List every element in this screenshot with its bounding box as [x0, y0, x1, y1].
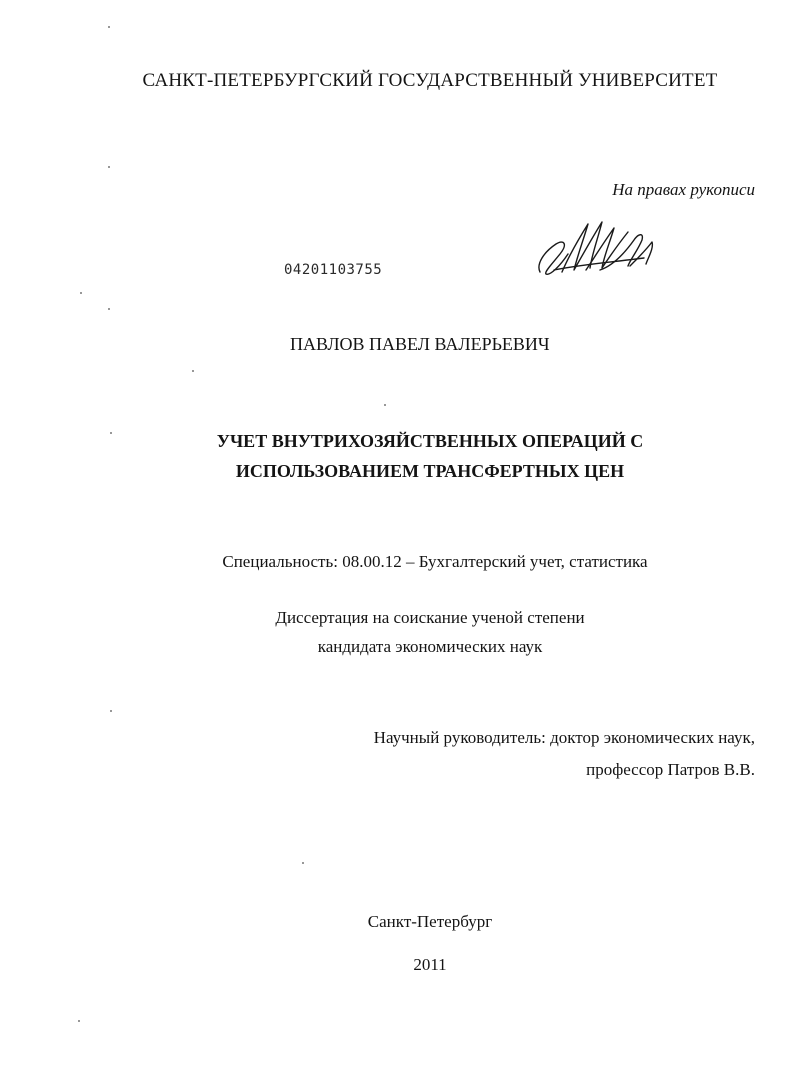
scan-speck [108, 166, 110, 168]
scan-speck [302, 862, 304, 864]
university-name: САНКТ-ПЕТЕРБУРГСКИЙ ГОСУДАРСТВЕННЫЙ УНИВЕРСИТЕТ [142, 70, 718, 91]
scan-speck [110, 432, 112, 434]
scan-speck [108, 308, 110, 310]
advisor-line: профессор Патров В.В. [586, 760, 755, 779]
dissertation-title [130, 426, 730, 486]
scan-speck [192, 370, 194, 372]
degree-statement [180, 603, 680, 661]
registration-number: 04201103755 [284, 262, 383, 278]
degree-line: Диссертация на соискание ученой степени [275, 608, 585, 627]
title-line: ИСПОЛЬЗОВАНИЕМ ТРАНСФЕРТНЫХ ЦЕН [235, 461, 625, 481]
author-name: ПАВЛОВ ПАВЕЛ ВАЛЕРЬЕВИЧ [290, 334, 550, 354]
scan-speck [108, 26, 110, 28]
advisor-line: Научный руководитель: доктор экономических наук, [373, 728, 755, 747]
signature-icon [534, 214, 664, 282]
manuscript-note: На правах рукописи [612, 180, 755, 199]
scan-speck [384, 404, 386, 406]
year: 2011 [413, 955, 447, 974]
specialty: Специальность: 08.00.12 – Бухгалтерский учет, статистика [222, 552, 648, 571]
scan-speck [80, 292, 82, 294]
city: Санкт-Петербург [367, 912, 493, 931]
degree-line: кандидата экономических наук [317, 637, 543, 656]
scan-speck [78, 1020, 80, 1022]
scan-speck [110, 710, 112, 712]
title-line: УЧЕТ ВНУТРИХОЗЯЙСТВЕННЫХ ОПЕРАЦИЙ С [216, 431, 644, 451]
